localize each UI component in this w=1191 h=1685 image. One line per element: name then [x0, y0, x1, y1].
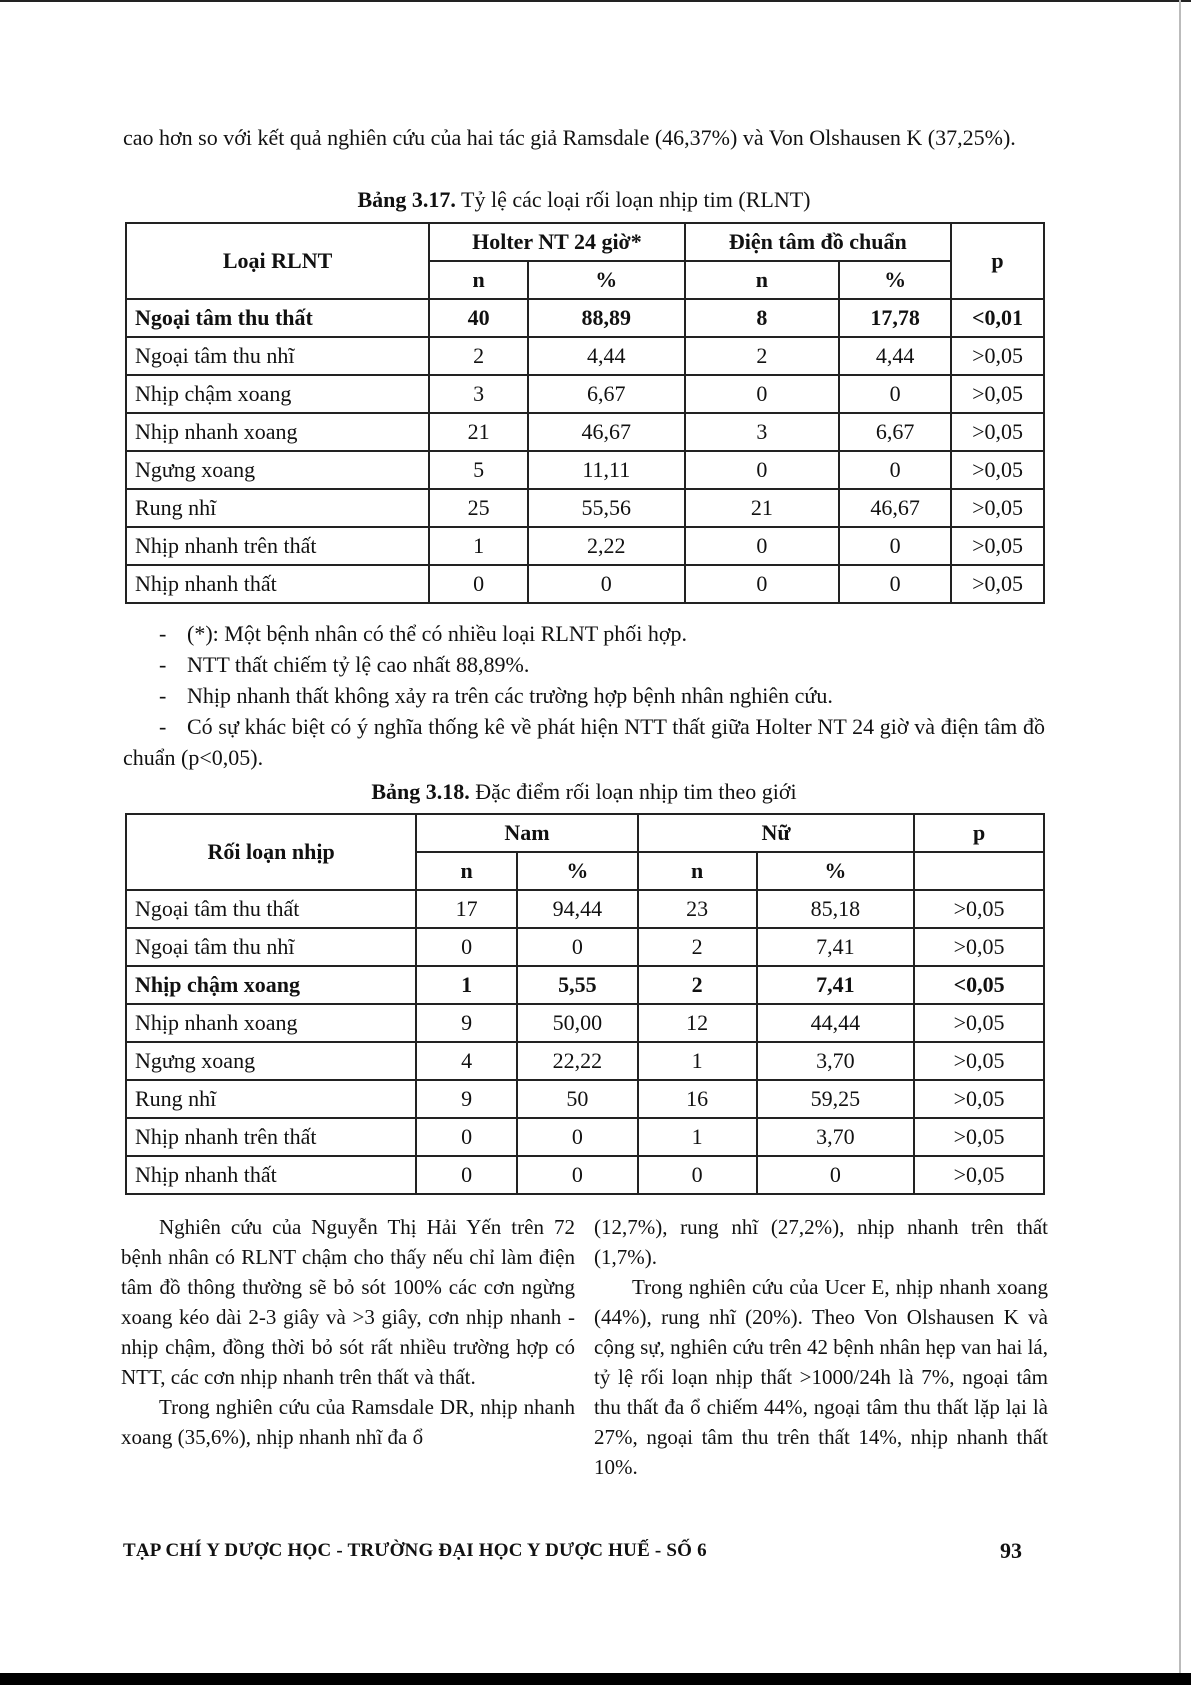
cell-p: >0,05	[914, 928, 1044, 966]
cell-n: 0	[416, 1156, 517, 1194]
left-column	[121, 1212, 575, 1452]
cell-n: 3	[685, 413, 840, 451]
right-column	[594, 1212, 1048, 1482]
table1-sub-pct: %	[528, 261, 685, 299]
cell-label: Nhịp nhanh thất	[126, 565, 429, 603]
cell-pct: 0	[839, 527, 951, 565]
cell-n: 0	[685, 451, 840, 489]
page-number: 93	[1000, 1538, 1022, 1563]
cell-label: Ngoại tâm thu nhĩ	[126, 928, 416, 966]
table1-header-type: Loại RLNT	[126, 223, 429, 299]
cell-label: Rung nhĩ	[126, 1080, 416, 1118]
intro-paragraph: cao hơn so với kết quả nghiên cứu của hai tác giả Ramsdale (46,37%) và Von Olshausen K (37,25%).	[123, 125, 1016, 150]
cell-pct: 0	[757, 1156, 915, 1194]
cell-n: 2	[429, 337, 528, 375]
cell-pct: 7,41	[757, 966, 915, 1004]
cell-n: 2	[638, 966, 757, 1004]
table-row	[126, 451, 1044, 489]
cell-n: 25	[429, 489, 528, 527]
table1-caption	[123, 187, 1045, 213]
note-text: Có sự khác biệt có ý nghĩa thống kê về phát hiện NTT thất giữa Holter NT 24 giờ và điện tâm đồ chuẩn (p<0,05).	[123, 714, 1045, 770]
cell-p: >0,05	[914, 1042, 1044, 1080]
table1-header-p: p	[951, 223, 1044, 299]
cell-n: 21	[685, 489, 840, 527]
cell-label: Ngoại tâm thu thất	[126, 299, 429, 337]
cell-pct: 88,89	[528, 299, 685, 337]
cell-pct: 0	[517, 1156, 638, 1194]
cell-p: >0,05	[951, 527, 1044, 565]
cell-n: 9	[416, 1004, 517, 1042]
cell-pct: 0	[839, 375, 951, 413]
cell-p: >0,05	[914, 890, 1044, 928]
table-row	[126, 565, 1044, 603]
cell-n: 1	[416, 966, 517, 1004]
cell-label: Ngoại tâm thu thất	[126, 890, 416, 928]
table2-header-group2: Nữ	[638, 814, 914, 852]
journal-footer: TẠP CHÍ Y DƯỢC HỌC - TRƯỜNG ĐẠI HỌC Y DƯỢC HUẾ - SỐ 6	[123, 1540, 707, 1561]
table2-sub-pct: %	[757, 852, 915, 890]
cell-label: Rung nhĩ	[126, 489, 429, 527]
cell-n: 4	[416, 1042, 517, 1080]
cell-pct: 4,44	[528, 337, 685, 375]
cell-n: 16	[638, 1080, 757, 1118]
table-row	[126, 1042, 1044, 1080]
cell-n: 0	[429, 565, 528, 603]
table2-header-type: Rối loạn nhịp	[126, 814, 416, 890]
body-paragraph: Trong nghiên cứu của Ucer E, nhịp nhanh xoang (44%), rung nhĩ (20%). Theo Von Olshausen K và cộng sự, nghiên cứu trên 42 bệnh nhân hẹp van hai lá, tỷ lệ rối loạn nhịp thất >1000/24h là 7%, ngoại tâm thu thất đa ổ chiếm 44%, ngoại tâm thu thất lặp lại là 27%, ngoại tâm thu trên thất 14%, nhịp nhanh thất 10%.	[594, 1275, 1048, 1479]
cell-n: 3	[429, 375, 528, 413]
cell-pct: 44,44	[757, 1004, 915, 1042]
table2	[125, 813, 1045, 1195]
cell-n: 0	[685, 527, 840, 565]
table1-sub-n: n	[685, 261, 840, 299]
body-paragraph-continued: (12,7%), rung nhĩ (27,2%), nhịp nhanh trên thất (1,7%).	[594, 1215, 1048, 1269]
table-row	[126, 1004, 1044, 1042]
table2-caption	[123, 779, 1045, 805]
cell-p: >0,05	[914, 1118, 1044, 1156]
cell-n: 17	[416, 890, 517, 928]
cell-n: 21	[429, 413, 528, 451]
cell-p: <0,01	[951, 299, 1044, 337]
cell-n: 8	[685, 299, 840, 337]
cell-label: Nhịp nhanh xoang	[126, 1004, 416, 1042]
table1-caption-number: Bảng 3.17.	[357, 187, 456, 212]
table1-header-group1: Holter NT 24 giờ*	[429, 223, 684, 261]
cell-p: >0,05	[914, 1156, 1044, 1194]
table-row	[126, 890, 1044, 928]
cell-pct: 0	[517, 1118, 638, 1156]
cell-n: 23	[638, 890, 757, 928]
cell-n: 0	[638, 1156, 757, 1194]
table1-caption-text: Tỷ lệ các loại rối loạn nhịp tim (RLNT)	[455, 187, 811, 212]
cell-pct: 85,18	[757, 890, 915, 928]
cell-label: Nhịp nhanh xoang	[126, 413, 429, 451]
table-row	[126, 337, 1044, 375]
table1	[125, 222, 1045, 604]
cell-p: >0,05	[951, 375, 1044, 413]
cell-n: 0	[416, 928, 517, 966]
table2-caption-number: Bảng 3.18.	[371, 779, 470, 804]
cell-n: 1	[429, 527, 528, 565]
table-row	[126, 1080, 1044, 1118]
cell-pct: 2,22	[528, 527, 685, 565]
table1-header-group2: Điện tâm đồ chuẩn	[685, 223, 951, 261]
cell-pct: 6,67	[528, 375, 685, 413]
cell-label: Nhịp nhanh trên thất	[126, 1118, 416, 1156]
note-dash: -	[159, 621, 167, 646]
cell-pct: 0	[517, 928, 638, 966]
cell-pct: 17,78	[839, 299, 951, 337]
note-item	[123, 711, 1045, 773]
cell-n: 0	[416, 1118, 517, 1156]
cell-pct: 46,67	[839, 489, 951, 527]
cell-p: >0,05	[914, 1080, 1044, 1118]
cell-pct: 3,70	[757, 1118, 915, 1156]
cell-p: >0,05	[951, 565, 1044, 603]
note-text: NTT thất chiếm tỷ lệ cao nhất 88,89%.	[187, 652, 530, 677]
cell-pct: 94,44	[517, 890, 638, 928]
table-row	[126, 489, 1044, 527]
bottom-rule	[0, 1673, 1191, 1685]
cell-n: 2	[638, 928, 757, 966]
table-row	[126, 375, 1044, 413]
cell-pct: 0	[839, 451, 951, 489]
table2-sub-n: n	[638, 852, 757, 890]
note-dash: -	[159, 714, 167, 739]
cell-label: Nhịp nhanh trên thất	[126, 527, 429, 565]
cell-p: >0,05	[914, 1004, 1044, 1042]
table2-sub-pct: %	[517, 852, 638, 890]
table2-caption-text: Đặc điểm rối loạn nhịp tim theo giới	[469, 779, 797, 804]
cell-pct: 0	[528, 565, 685, 603]
cell-pct: 4,44	[839, 337, 951, 375]
table1-sub-pct: %	[839, 261, 951, 299]
cell-n: 5	[429, 451, 528, 489]
top-rule	[0, 0, 1191, 2]
body-paragraph: Nghiên cứu của Nguyễn Thị Hải Yến trên 72 bệnh nhân có RLNT chậm cho thấy nếu chỉ làm điện tâm đồ thông thường sẽ bỏ sót 100% các cơn ngừng xoang kéo dài 2-3 giây và >3 giây, cơn nhịp nhanh - nhịp chậm, đồng thời bỏ sót rất nhiều trường hợp có NTT, các cơn nhịp nhanh trên thất và thất.	[121, 1215, 575, 1389]
cell-pct: 55,56	[528, 489, 685, 527]
cell-p: >0,05	[951, 413, 1044, 451]
cell-p: >0,05	[951, 489, 1044, 527]
cell-n: 0	[685, 565, 840, 603]
cell-pct: 0	[839, 565, 951, 603]
table-row	[126, 966, 1044, 1004]
table-row	[126, 413, 1044, 451]
cell-pct: 6,67	[839, 413, 951, 451]
cell-n: 0	[685, 375, 840, 413]
note-item	[123, 649, 1045, 680]
note-dash: -	[159, 683, 167, 708]
table2-header-group1: Nam	[416, 814, 638, 852]
table-row	[126, 1156, 1044, 1194]
note-item	[123, 680, 1045, 711]
note-item	[123, 618, 1045, 649]
table-row	[126, 928, 1044, 966]
page-edge	[1179, 0, 1181, 1685]
cell-pct: 59,25	[757, 1080, 915, 1118]
table-row	[126, 299, 1044, 337]
cell-label: Nhịp chậm xoang	[126, 966, 416, 1004]
cell-p: <0,05	[914, 966, 1044, 1004]
cell-n: 2	[685, 337, 840, 375]
cell-n: 1	[638, 1118, 757, 1156]
cell-pct: 3,70	[757, 1042, 915, 1080]
cell-n: 1	[638, 1042, 757, 1080]
cell-pct: 22,22	[517, 1042, 638, 1080]
cell-label: Nhịp chậm xoang	[126, 375, 429, 413]
note-text: (*): Một bệnh nhân có thể có nhiều loại RLNT phối hợp.	[187, 621, 688, 646]
cell-p: >0,05	[951, 451, 1044, 489]
cell-label: Ngưng xoang	[126, 1042, 416, 1080]
cell-n: 12	[638, 1004, 757, 1042]
table2-header-p: p	[914, 814, 1044, 852]
cell-label: Ngoại tâm thu nhĩ	[126, 337, 429, 375]
cell-label: Ngưng xoang	[126, 451, 429, 489]
cell-pct: 50	[517, 1080, 638, 1118]
cell-n: 40	[429, 299, 528, 337]
note-dash: -	[159, 652, 167, 677]
cell-pct: 7,41	[757, 928, 915, 966]
table-row	[126, 527, 1044, 565]
table1-notes	[123, 618, 1045, 773]
cell-p: >0,05	[951, 337, 1044, 375]
note-text: Nhịp nhanh thất không xảy ra trên các trường hợp bệnh nhân nghiên cứu.	[187, 683, 833, 708]
table2-sub-empty	[914, 852, 1044, 890]
cell-pct: 11,11	[528, 451, 685, 489]
cell-n: 9	[416, 1080, 517, 1118]
cell-pct: 46,67	[528, 413, 685, 451]
table-row	[126, 1118, 1044, 1156]
table2-sub-n: n	[416, 852, 517, 890]
cell-pct: 5,55	[517, 966, 638, 1004]
body-paragraph: Trong nghiên cứu của Ramsdale DR, nhịp nhanh xoang (35,6%), nhịp nhanh nhĩ đa ổ	[121, 1395, 575, 1449]
cell-pct: 50,00	[517, 1004, 638, 1042]
cell-label: Nhịp nhanh thất	[126, 1156, 416, 1194]
table1-sub-n: n	[429, 261, 528, 299]
